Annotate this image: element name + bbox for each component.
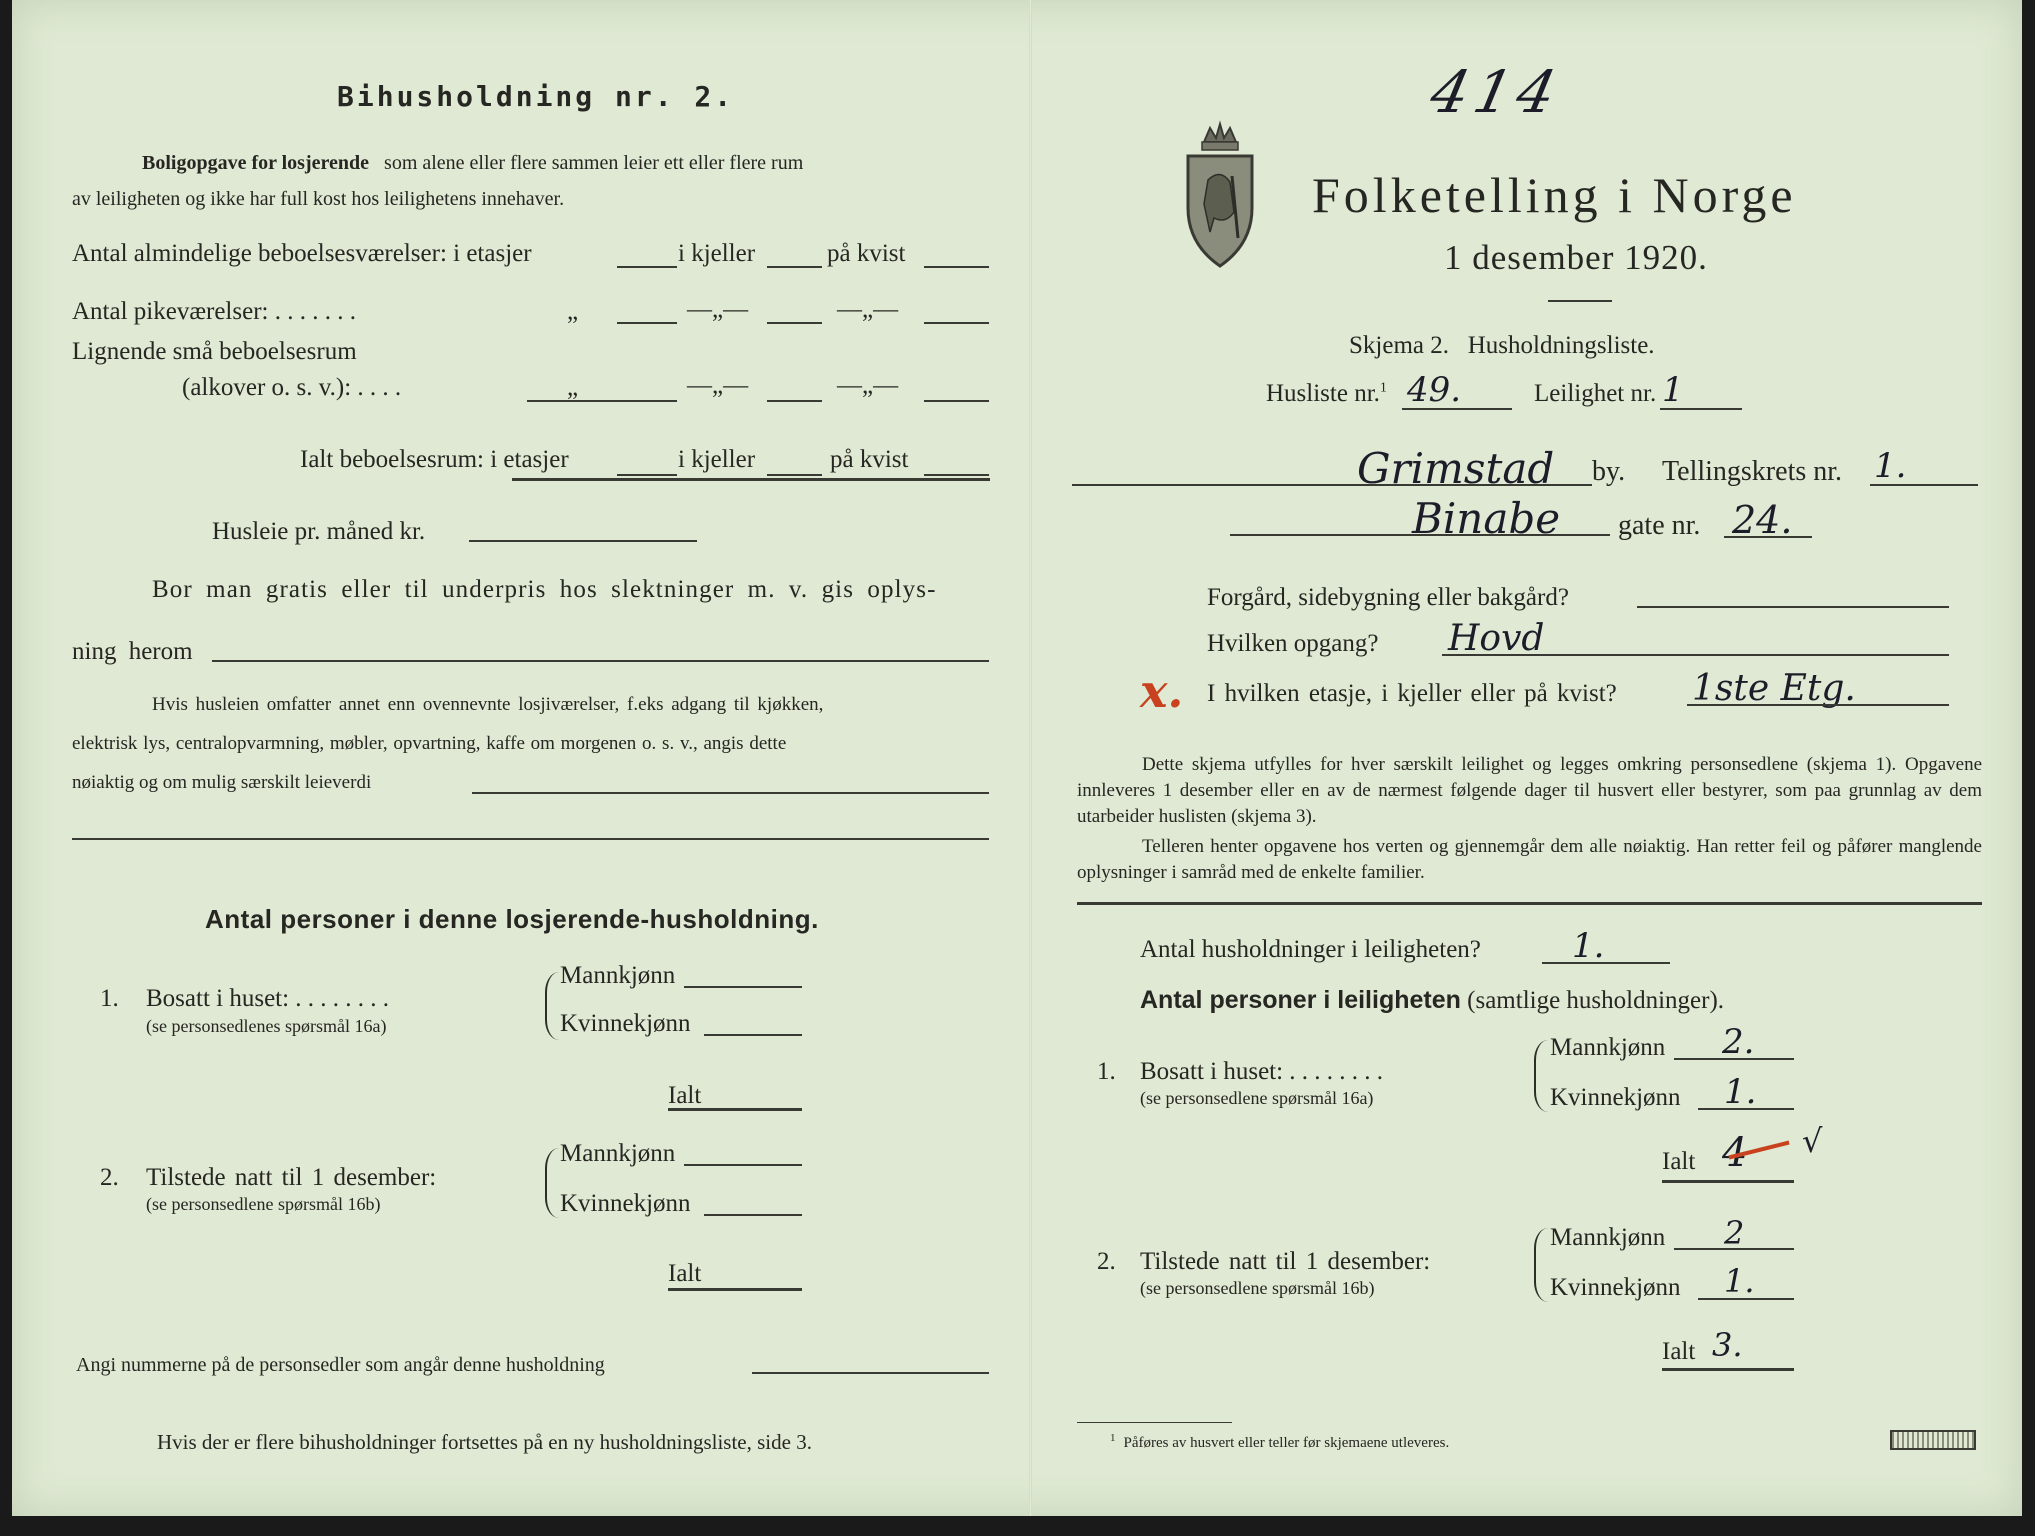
extra-field-1[interactable] [472, 792, 989, 794]
census-form-sheet [12, 0, 2022, 1516]
right-q2-total-value[interactable]: 3. [1712, 1326, 1743, 1364]
rooms-kvist-field[interactable] [924, 266, 989, 268]
right-q2-male-value[interactable]: 2 [1724, 1214, 1745, 1252]
numbers-label: Angi nummerne på de personsedler som angår denne husholdning [76, 1354, 605, 1376]
right-q1-total-field [1662, 1180, 1794, 1183]
pike-etasjer-field[interactable] [617, 322, 677, 324]
left-q1-total-label: Ialt [668, 1082, 702, 1109]
footnote-text: Påføres av husvert eller teller før skjemaene utleveres. [1123, 1435, 1450, 1451]
footnote-rule [1077, 1422, 1232, 1423]
left-intro-line-2: av leiligheten og ikke har full kost hos leilighetens innehaver. [72, 188, 565, 210]
right-q1-num: 1. [1097, 1058, 1116, 1085]
husliste-label [1266, 380, 1387, 408]
city-value[interactable]: Grimstad [1357, 444, 1555, 493]
small-rooms-label-2: (alkover o. s. v.): . . . . [182, 374, 402, 401]
right-q1-female-value[interactable]: 1. [1724, 1072, 1757, 1112]
right-q1-male-field [1674, 1058, 1794, 1060]
husliste-text: Husliste nr. [1266, 380, 1380, 407]
rooms-etasjer-field[interactable] [617, 266, 677, 268]
right-q1-female-field [1698, 1108, 1794, 1110]
hh-value[interactable]: 1. [1572, 926, 1605, 966]
rooms-label: Antal almindelige beboelsesværelser: i etasjer [72, 240, 532, 267]
pike-kjeller-field[interactable] [767, 322, 822, 324]
total-kjeller-field[interactable] [767, 474, 822, 476]
husliste-value[interactable]: 49. [1407, 370, 1462, 410]
left-q1-female-label: Kvinnekjønn [560, 1010, 691, 1037]
left-q1-label: Bosatt i huset: . . . . . . . . [146, 985, 390, 1012]
pike-label: Antal pikeværelser: . . . . . . . [72, 298, 356, 325]
left-q2-num: 2. [100, 1164, 119, 1191]
right-persons-title [1140, 986, 1724, 1015]
left-q2-total-field[interactable] [668, 1288, 802, 1291]
left-q2-brace [545, 1148, 561, 1218]
right-q2-total-label: Ialt [1662, 1338, 1696, 1365]
right-q1-label: Bosatt i huset: . . . . . . . . [1140, 1058, 1384, 1085]
small-dash-2: —„— [837, 372, 899, 399]
etasje-value[interactable]: 1ste Etg. [1692, 668, 1856, 709]
left-q1-male-label: Mannkjønn [560, 962, 676, 989]
instructions-paragraph-2 [1077, 834, 1982, 886]
total-rooms-label: Ialt beboelsesrum: i etasjer [300, 446, 569, 473]
left-intro-line-1 [142, 152, 803, 175]
footnote-mark: 1 [1110, 1432, 1116, 1444]
left-intro-rest: som alene eller flere sammen leier ett eller flere rum [384, 152, 804, 174]
small-dash-1: —„— [687, 372, 749, 399]
right-q1-female-label: Kvinnekjønn [1550, 1084, 1681, 1111]
right-title: Folketelling i Norge [1312, 167, 1797, 223]
total-etasjer-field[interactable] [617, 474, 677, 476]
printer-mark-icon [1890, 1430, 1976, 1450]
small-kvist-field[interactable] [924, 400, 989, 402]
left-q1-num: 1. [100, 985, 119, 1012]
opgang-label: Hvilken opgang? [1207, 630, 1379, 657]
leilighet-value[interactable]: 1 [1662, 370, 1684, 410]
street-value[interactable]: Binabe [1412, 494, 1561, 543]
rent-field[interactable] [469, 540, 697, 542]
instructions-rule [1077, 902, 1982, 905]
right-q2-male-label: Mannkjønn [1550, 1224, 1666, 1251]
right-q1-brace [1534, 1040, 1550, 1112]
hh-label: Antal husholdninger i leiligheten? [1140, 936, 1481, 963]
left-q2-female-label: Kvinnekjønn [560, 1190, 691, 1217]
street-field [1230, 534, 1610, 536]
stamp-number: 414 [1424, 58, 1568, 126]
coat-of-arms-icon [1182, 120, 1258, 270]
right-q2-female-value[interactable]: 1. [1724, 1262, 1755, 1300]
right-q2-num: 2. [1097, 1248, 1116, 1275]
left-q1-female-field[interactable] [704, 1034, 802, 1036]
left-q2-total-label: Ialt [668, 1260, 702, 1287]
city-field [1072, 484, 1592, 486]
left-q2-female-field[interactable] [704, 1214, 802, 1216]
leilighet-field [1660, 408, 1742, 410]
gate-value[interactable]: 24. [1732, 498, 1793, 542]
title-rule [1548, 300, 1612, 302]
small-ditto: „ [567, 374, 579, 401]
instructions-text-1: Dette skjema utfylles for hver særskilt leilighet og legges omkring personsedlene (skjema 1). Opgavene innleveres 1 desember eller en av de nærmest følgende dager til husvert eller bestyrer, som paa grunnlag av dem utarbeider huslisten (skjema 3). [1077, 754, 1982, 827]
small-rooms-label-1: Lignende små beboelsesrum [72, 338, 357, 365]
total-kvist-label: på kvist [830, 446, 909, 473]
left-persons-title: Antal personer i denne losjerende-husholdning. [205, 904, 819, 934]
extra-field-2[interactable] [72, 838, 989, 840]
right-q1-check: √ [1802, 1122, 1823, 1160]
instructions-text-2: Telleren henter opgavene hos verten og gjennemgår dem alle nøiaktig. Han retter feil og påfører manglende oplysninger i samråd med de enkelte familier. [1077, 836, 1982, 883]
small-kjeller-field[interactable] [767, 400, 822, 402]
right-q1-sub: (se personsedlene spørsmål 16a) [1140, 1088, 1374, 1108]
left-q2-male-label: Mannkjønn [560, 1140, 676, 1167]
free-line-1: Bor man gratis eller til underpris hos slektninger m. v. gis oplys- [152, 576, 937, 603]
schema-label: Skjema 2. Husholdningsliste. [1349, 332, 1655, 359]
left-title: Bihusholdning nr. 2. [337, 80, 735, 113]
left-q2-sub: (se personsedlene spørsmål 16b) [146, 1194, 381, 1214]
numbers-field[interactable] [752, 1372, 989, 1374]
footnote [1110, 1432, 1449, 1452]
right-q2-sub: (se personsedlene spørsmål 16b) [1140, 1278, 1375, 1298]
right-q1-male-value[interactable]: 2. [1722, 1022, 1755, 1062]
left-q1-male-field[interactable] [684, 986, 802, 988]
leilighet-label: Leilighet nr. [1534, 380, 1657, 407]
extra-line-2: elektrisk lys, centralopvarmning, møbler, opvartning, kaffe om morgenen o. s. v., angis dette [72, 733, 787, 754]
krets-field [1870, 484, 1978, 486]
pike-ditto: „ [567, 298, 579, 325]
pike-dash-1: —„— [687, 296, 749, 323]
right-q2-female-field [1698, 1298, 1794, 1300]
left-intro-bold: Boligopgave for losjerende [142, 152, 370, 174]
pike-dash-2: —„— [837, 296, 899, 323]
page-fold [1029, 0, 1032, 1516]
extra-line-1: Hvis husleien omfatter annet enn ovennevnte losjiværelser, f.eks adgang til kjøkken, [152, 694, 824, 715]
krets-label: Tellingskrets nr. [1662, 456, 1843, 487]
small-etasjer-field[interactable] [527, 400, 677, 402]
right-q2-label: Tilstede natt til 1 desember: [1140, 1248, 1431, 1275]
right-q2-total-field [1662, 1368, 1794, 1371]
etasje-label: I hvilken etasje, i kjeller eller på kvist? [1207, 680, 1617, 707]
forgard-label: Forgård, sidebygning eller bakgård? [1207, 584, 1569, 611]
right-persons-title-rest: (samtlige husholdninger). [1467, 987, 1725, 1014]
left-q1-sub: (se personsedlenes spørsmål 16a) [146, 1016, 387, 1036]
rooms-kjeller-label: i kjeller [678, 240, 756, 267]
right-persons-title-bold: Antal personer i leiligheten [1140, 986, 1461, 1014]
hh-field [1542, 962, 1670, 964]
pike-kvist-field[interactable] [924, 322, 989, 324]
rooms-kvist-label: på kvist [827, 240, 906, 267]
gate-field [1724, 536, 1812, 538]
rooms-kjeller-field[interactable] [767, 266, 822, 268]
right-q1-total-label: Ialt [1662, 1148, 1696, 1175]
opgang-value[interactable]: Hovd [1448, 618, 1545, 659]
free-field[interactable] [212, 660, 989, 662]
left-footer: Hvis der er flere bihusholdninger fortsettes på en ny husholdningsliste, side 3. [157, 1430, 812, 1454]
husliste-field [1402, 408, 1512, 410]
total-kjeller-label: i kjeller [678, 446, 756, 473]
rent-label: Husleie pr. måned kr. [212, 518, 426, 545]
left-q2-label: Tilstede natt til 1 desember: [146, 1164, 437, 1191]
husliste-footnote-mark: 1 [1379, 380, 1387, 396]
total-kvist-field[interactable] [924, 474, 989, 476]
gate-label: gate nr. [1618, 510, 1701, 541]
opgang-field [1442, 654, 1949, 656]
krets-value[interactable]: 1. [1874, 446, 1907, 486]
instructions-paragraph-1 [1077, 752, 1982, 830]
extra-line-3: nøiaktig og om mulig særskilt leieverdi [72, 772, 372, 793]
forgard-field[interactable] [1637, 606, 1949, 608]
right-q2-male-field [1674, 1248, 1794, 1250]
free-line-2: ning herom [72, 638, 193, 665]
right-q1-total-value[interactable]: 4 [1722, 1130, 1748, 1176]
right-q2-brace [1534, 1228, 1550, 1302]
left-q2-male-field[interactable] [684, 1164, 802, 1166]
red-check-mark: x. [1140, 664, 1184, 718]
etasje-field [1687, 704, 1949, 706]
right-q1-male-label: Mannkjønn [1550, 1034, 1666, 1061]
left-q1-brace [545, 972, 561, 1040]
right-date: 1 desember 1920. [1444, 238, 1708, 277]
by-label: by. [1592, 456, 1626, 487]
total-rooms-underline [512, 478, 990, 481]
right-q2-female-label: Kvinnekjønn [1550, 1274, 1681, 1301]
left-q1-total-field[interactable] [668, 1108, 802, 1111]
